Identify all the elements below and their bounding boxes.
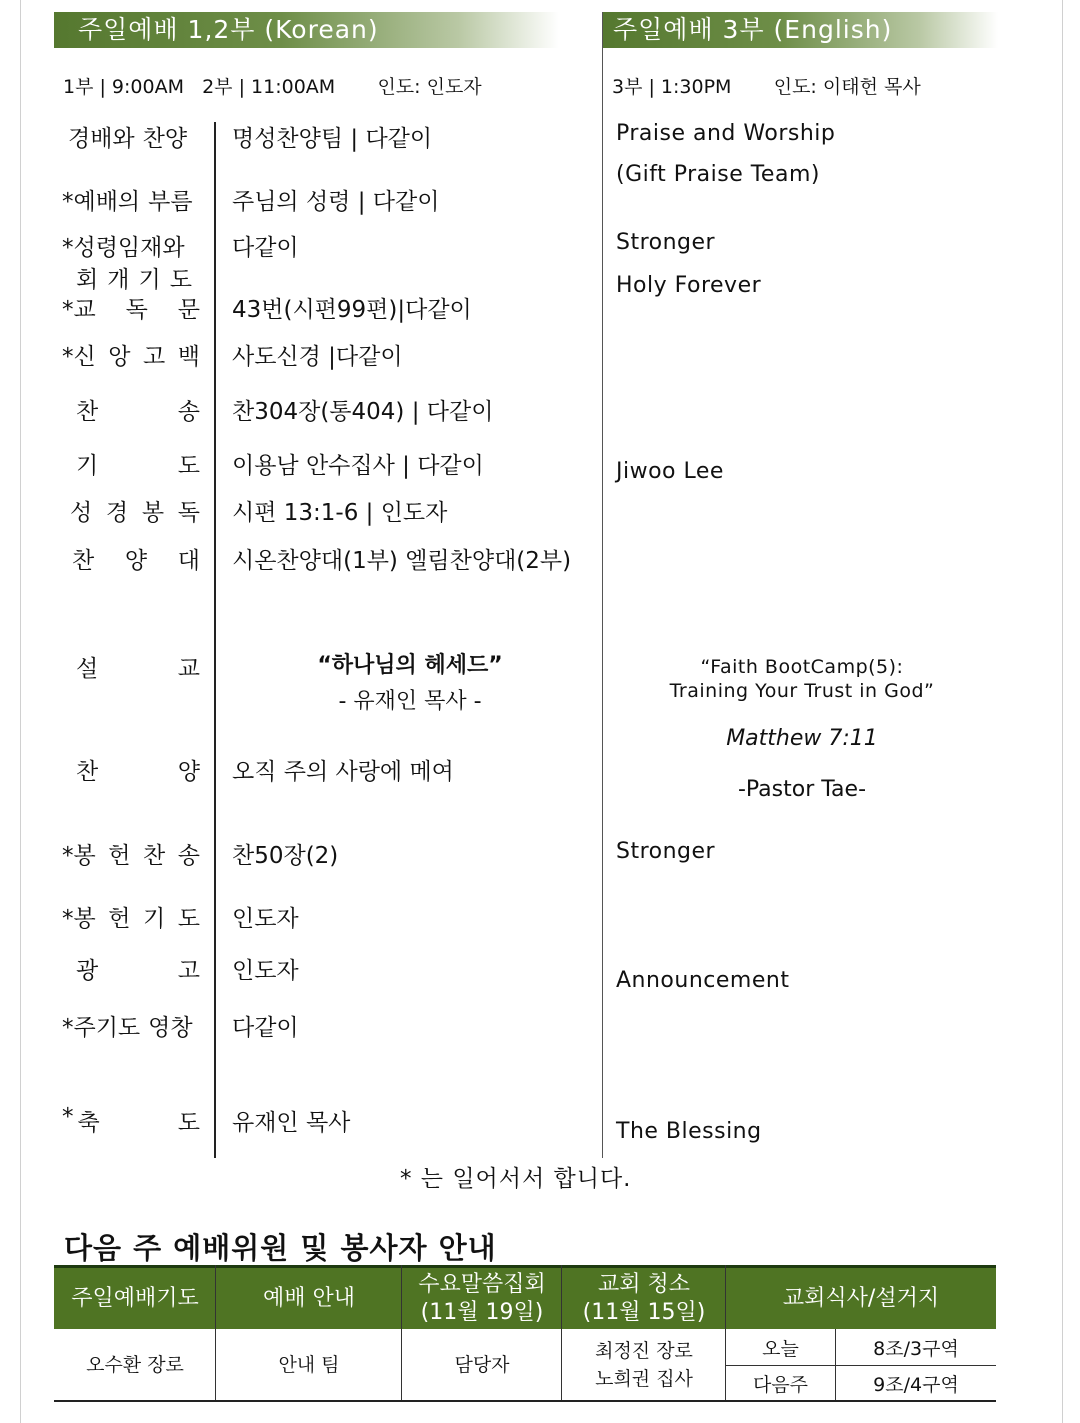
next-week-title: 다음 주 예배위원 및 봉사자 안내 [64, 1231, 497, 1265]
header-usher: 예배 안내 [216, 1265, 402, 1329]
order-content: 찬304장(통404) | 다같이 [232, 399, 494, 425]
english-order-item: Praise and Worship [616, 121, 836, 146]
header-prayer: 주일예배기도 [54, 1265, 216, 1329]
order-content: 인도자 [232, 958, 299, 984]
order-content: 유재인 목사 [232, 1110, 351, 1136]
order-content: 주님의 성령 | 다같이 [232, 189, 440, 215]
order-row [62, 338, 582, 378]
order-row [62, 837, 582, 877]
meal-today-label: 오늘 [762, 1337, 799, 1360]
order-row [62, 1104, 582, 1144]
order-label: 성 경 봉 독 [70, 500, 200, 526]
order-content: 다같이 [232, 1015, 299, 1041]
page-right-edge [1062, 0, 1063, 1423]
order-row [62, 447, 582, 487]
order-row [62, 183, 582, 223]
meal-today-value: 8조/3구역 [873, 1337, 959, 1360]
english-order-item: Jiwoo Lee [616, 459, 724, 484]
order-label: 찬 양 [76, 759, 200, 785]
order-label: *성령임재와 [62, 235, 185, 261]
meal-next-label: 다음주 [752, 1373, 809, 1396]
english-order-item: Announcement [616, 968, 790, 993]
order-label: *주기도 영창 [62, 1015, 193, 1041]
order-content: 다같이 [232, 235, 299, 261]
order-content: 명성찬양팀 | 다같이 [232, 126, 433, 152]
order-content: 43번(시편99편)|다같이 [232, 297, 472, 323]
order-label: 경배와 찬양 [68, 126, 188, 152]
korean-service-header: 주일예배 1,2부 (Korean) [54, 12, 559, 48]
order-content: 오직 주의 사랑에 메여 [232, 759, 454, 785]
order-row [62, 952, 582, 992]
english-sermon-title-line1: “Faith BootCamp(5): [700, 656, 904, 678]
standing-note: * 는 일어서서 합니다. [400, 1166, 632, 1192]
english-service-header: 주일예배 3부 (English) [603, 12, 998, 48]
order-label: *예배의 부름 [62, 189, 193, 215]
header-wednesday: 수요말씀집회 (11월 19일) [402, 1265, 562, 1329]
order-label: 설 교 [76, 656, 200, 682]
english-sermon-pastor: -Pastor Tae- [737, 777, 867, 802]
order-label: 기 도 [76, 453, 200, 479]
cell-prayer: 오수환 장로 [86, 1354, 184, 1376]
order-label-line2: 회 개 기 도 [76, 267, 192, 293]
order-label: * 축 도 [62, 1104, 200, 1136]
english-sermon-title-line2: Training Your Trust in God” [669, 680, 935, 702]
page-left-edge [20, 0, 21, 1423]
korean-service-times: 1부 | 9:00AM 2부 | 11:00AM 인도: 인도자 [63, 76, 482, 98]
english-order-item: (Gift Praise Team) [616, 162, 820, 187]
order-content: 인도자 [232, 906, 299, 932]
header-cleaning: 교회 청소 (11월 15일) [562, 1265, 726, 1329]
english-order-item: The Blessing [616, 1119, 762, 1144]
order-label: *교 독 문 [62, 297, 200, 323]
order-row [62, 229, 582, 295]
cell-usher: 안내 팀 [278, 1354, 340, 1376]
english-order-item: Holy Forever [616, 273, 762, 298]
table-bottom-border [54, 1400, 996, 1402]
order-content: 시편 13:1-6 | 인도자 [232, 500, 448, 526]
order-content: 이용남 안수집사 | 다같이 [232, 453, 484, 479]
order-row [62, 753, 582, 793]
meal-next-value: 9조/4구역 [873, 1373, 959, 1396]
column-divider-line [602, 12, 603, 1158]
english-service-times: 3부 | 1:30PM 인도: 이태헌 목사 [612, 76, 921, 98]
order-label: *봉 헌 찬 송 [62, 843, 200, 869]
header-meal: 교회식사/설거지 [726, 1265, 996, 1329]
order-label: 찬 양 대 [72, 548, 200, 574]
cell-wednesday: 담당자 [454, 1354, 510, 1376]
order-content: 사도신경 |다같이 [232, 344, 403, 370]
order-content: 찬50장(2) [232, 843, 339, 869]
english-order-item: Stronger [616, 230, 716, 255]
order-label: *신 앙 고 백 [62, 344, 200, 370]
order-row [62, 494, 582, 534]
english-sermon-reference: Matthew 7:11 [726, 726, 878, 751]
cell-cleaning: 최정진 장로 노희권 집사 [595, 1340, 693, 1390]
order-content: 시온찬양대(1부) 엘림찬양대(2부) [232, 548, 572, 574]
order-row [62, 291, 582, 331]
order-row [62, 120, 582, 160]
korean-sermon-title: “하나님의 헤세드” [317, 653, 503, 678]
order-row [62, 542, 582, 582]
order-label: 광 고 [76, 958, 200, 984]
korean-sermon-pastor: - 유재인 목사 - [338, 689, 482, 714]
order-row [62, 900, 582, 940]
order-label: *봉 헌 기 도 [62, 906, 200, 932]
order-row [62, 393, 582, 433]
order-row [62, 1009, 582, 1049]
order-label: 찬 송 [76, 399, 200, 425]
english-order-item: Stronger [616, 839, 716, 864]
